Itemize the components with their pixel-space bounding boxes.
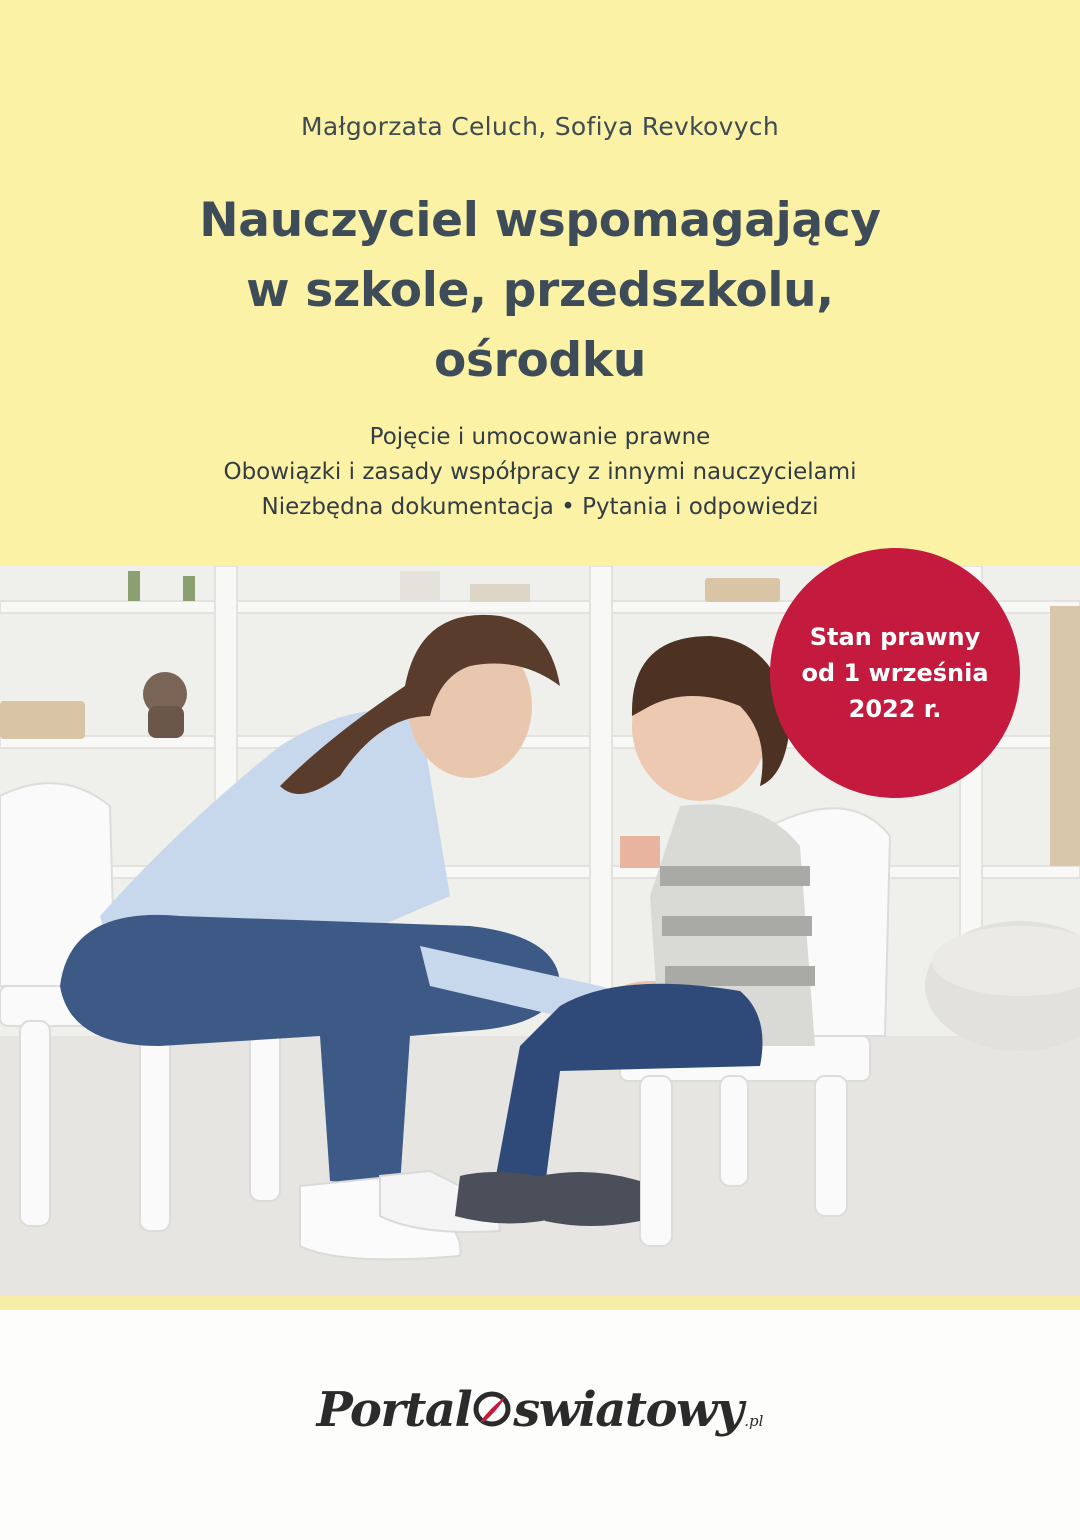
legal-status-badge	[770, 548, 1020, 798]
title-line: Nauczyciel wspomagający	[199, 193, 881, 248]
subtitle-line: Pojęcie i umocowanie prawne	[369, 424, 711, 450]
title-line: w szkole, przedszkolu,	[246, 263, 834, 318]
quill-o-icon	[472, 1388, 512, 1426]
badge-line: od 1 września	[801, 659, 989, 687]
book-subtitles	[40, 420, 1040, 525]
publisher-logo	[0, 1382, 1080, 1438]
title-line: ośrodku	[434, 333, 646, 388]
book-authors: Małgorzata Celuch, Sofiya Revkovych	[300, 112, 780, 141]
book-title	[60, 186, 1020, 396]
publisher-domain: .pl	[744, 1412, 764, 1430]
badge-line: Stan prawny	[809, 623, 981, 651]
cover-footer-band	[0, 1296, 1080, 1310]
subtitle-line: Obowiązki i zasady współpracy z innymi nauczycielami	[223, 459, 857, 485]
badge-line: 2022 r.	[848, 695, 942, 723]
subtitle-line: Niezbędna dokumentacja • Pytania i odpowiedzi	[261, 494, 819, 520]
publisher-name-part1: Portal	[316, 1382, 472, 1438]
publisher-name-part2: swiatowy	[513, 1382, 743, 1438]
